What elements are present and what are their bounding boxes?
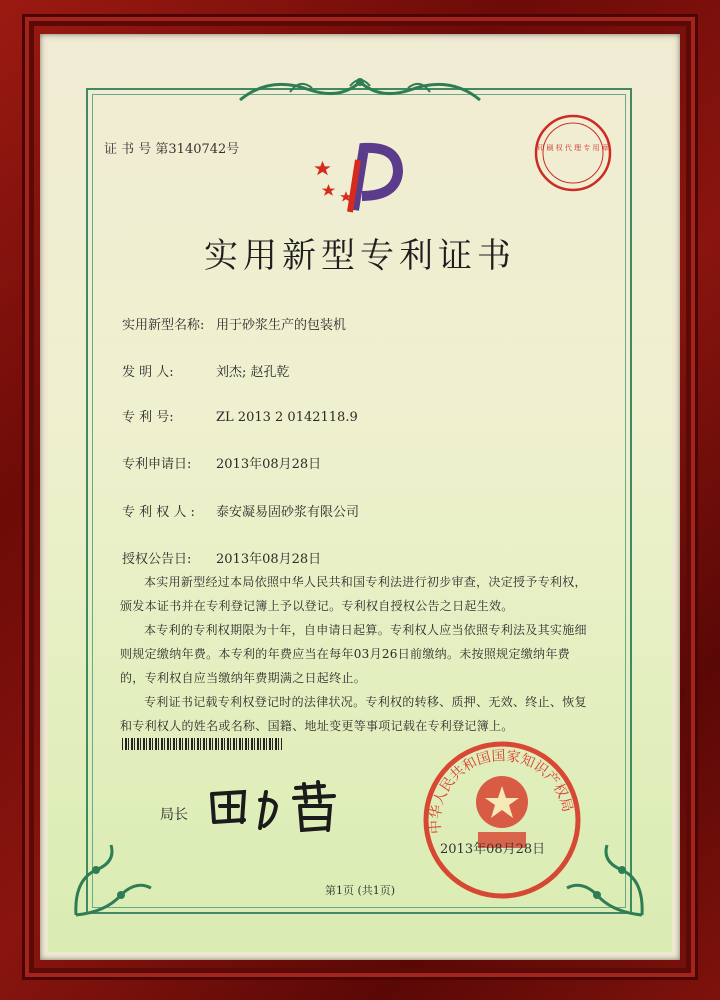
seal-date: 2013年08月28日 (440, 842, 546, 857)
sipo-logo-icon (306, 140, 406, 220)
official-seal (420, 738, 584, 902)
field-patentee: 专 利 权 人 : 泰安凝易固砂浆有限公司 (122, 505, 360, 520)
body-paragraph: 本专利的专利权期限为十年，自申请日起算。专利权人应当依照专利法及其实施细则规定缴纳年费。本专利的年费应当在每年03月26日前缴纳。未按照规定缴纳年费的，专利权自应当缴纳年费期满之日起终止。 (120, 623, 587, 685)
field-inventor: 发 明 人: 刘杰; 赵孔乾 (122, 365, 290, 380)
body-paragraph: 本实用新型经过本局依照中华人民共和国专利法进行初步审查，决定授予专利权，颁发本证书并在专利登记簿上予以登记。专利权自授权公告之日起生效。 (120, 575, 587, 613)
field-patent-number: 专 利 号: ZL 2013 2 0142118.9 (122, 410, 358, 425)
body-paragraph: 专利证书记载专利权登记时的法律状况。专利权的转移、质押、无效、终止、恢复和专利权人的姓名或名称、国籍、地址变更等事项记载在专利登记簿上。 (120, 695, 587, 733)
agency-stamp (532, 112, 614, 194)
director-label: 局长 (160, 807, 188, 823)
barcode (122, 738, 282, 750)
ornament-bottom-left-icon (66, 840, 156, 920)
page-footer: 第1页 (共1页) (324, 884, 396, 897)
ornament-top-icon (230, 70, 490, 110)
svg-text:中华人民共和国国家知识产权局: 中华人民共和国国家知识产权局 (427, 748, 576, 835)
svg-text:印 刷 权 代 理 专 用 章: 印 刷 权 代 理 专 用 章 (537, 144, 609, 152)
field-announcement-date: 授权公告日: 2013年08月28日 (122, 552, 322, 567)
certificate-title: 实用新型专利证书 (204, 236, 516, 276)
body-text (120, 570, 590, 738)
director-signature (204, 776, 354, 836)
certificate-number: 证 书 号 第3140742号 (104, 142, 240, 157)
field-name: 实用新型名称: 用于砂浆生产的包装机 (122, 318, 347, 333)
field-application-date: 专利申请日: 2013年08月28日 (122, 457, 322, 472)
